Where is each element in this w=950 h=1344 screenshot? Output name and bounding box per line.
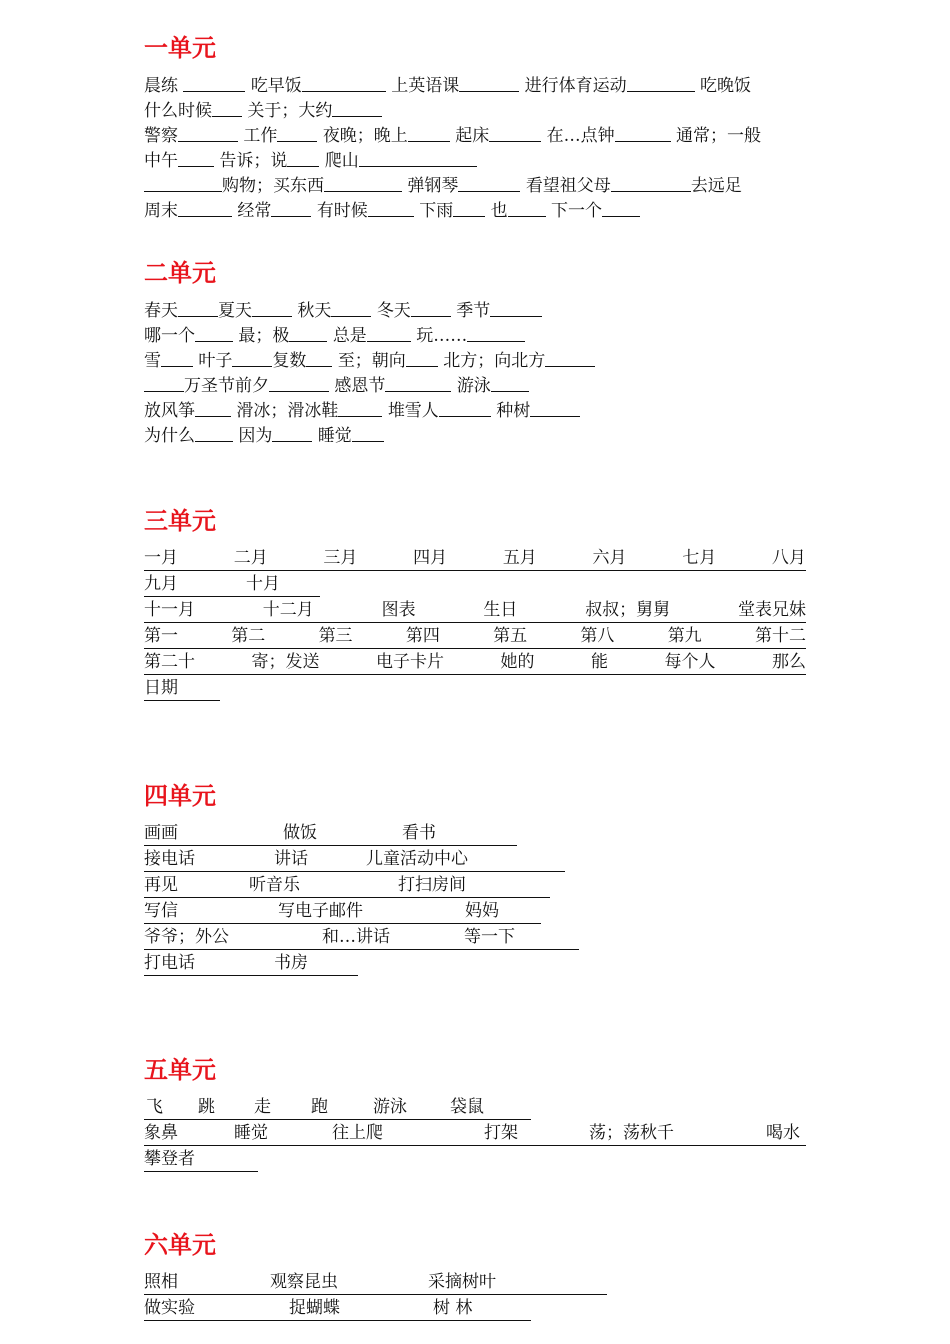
vocab-word: 八月	[771, 548, 806, 568]
answer-blank[interactable]	[602, 199, 640, 217]
unit1-line6	[144, 199, 806, 224]
vocab-word: 种树	[496, 401, 531, 421]
answer-blank[interactable]	[489, 124, 541, 142]
answer-blank[interactable]	[287, 149, 319, 167]
unit5-line1	[144, 1096, 531, 1120]
answer-blank[interactable]	[302, 74, 386, 92]
vocab-word: 图表	[381, 600, 416, 620]
vocab-word: 冬天	[376, 301, 411, 321]
vocab-word: 照相	[144, 1272, 178, 1292]
vocab-word: 因为	[238, 426, 273, 446]
answer-blank[interactable]	[508, 199, 546, 217]
vocab-word: 九月	[144, 574, 178, 594]
vocab-word: 在…点钟	[546, 126, 615, 146]
vocab-word: 三月	[323, 548, 358, 568]
vocab-word: 再见	[144, 875, 178, 895]
vocab-word: 吃早饭	[250, 76, 302, 96]
vocab-word: 秋天	[297, 301, 332, 321]
answer-blank[interactable]	[453, 199, 485, 217]
answer-blank[interactable]	[332, 99, 382, 117]
unit3-line2	[144, 573, 320, 597]
vocab-word: 关于；大约	[247, 101, 333, 121]
vocab-word: 接电话	[144, 849, 195, 869]
vocab-word: 和…讲话	[322, 927, 390, 947]
vocab-word: 中午	[144, 151, 178, 171]
vocab-word: 观察昆虫	[270, 1272, 338, 1292]
vocab-word: 跳	[198, 1097, 215, 1117]
answer-blank[interactable]	[545, 349, 595, 367]
vocab-word: 万圣节前夕	[184, 376, 269, 396]
vocab-word: 周末	[144, 201, 178, 221]
unit1-line1	[144, 74, 806, 99]
vocab-word: 儿童活动中心	[366, 849, 468, 869]
vocab-word: 看望祖父母	[525, 176, 611, 196]
unit1-section	[144, 34, 806, 224]
vocab-word: 打扫房间	[398, 875, 466, 895]
answer-blank[interactable]	[178, 199, 232, 217]
vocab-word: 睡觉	[317, 426, 352, 446]
vocab-word: 十二月	[262, 600, 314, 620]
vocab-word: 最；极	[238, 326, 290, 346]
answer-blank[interactable]	[306, 349, 332, 367]
unit6-line2	[144, 1297, 531, 1321]
vocab-word: 经常	[237, 201, 272, 221]
unit2-line4	[144, 374, 806, 399]
vocab-word: 第四	[405, 626, 440, 646]
unit2-line2	[144, 324, 806, 349]
vocab-word: 上英语课	[391, 76, 460, 96]
unit3-line4	[144, 625, 806, 649]
vocab-word: 十一月	[144, 600, 195, 620]
vocab-word: 总是	[332, 326, 367, 346]
unit5-title: 五单元	[144, 1055, 216, 1084]
unit5-line3	[144, 1148, 258, 1172]
answer-blank[interactable]	[212, 99, 242, 117]
answer-blank[interactable]	[178, 149, 214, 167]
answer-blank[interactable]	[459, 74, 519, 92]
vocab-word: 采摘树叶	[428, 1272, 496, 1292]
answer-blank[interactable]	[368, 199, 414, 217]
vocab-word: 寄；发送	[251, 652, 320, 672]
vocab-word: 二月	[233, 548, 268, 568]
vocab-word: 下一个	[551, 201, 603, 221]
vocab-word: 袋鼠	[450, 1097, 484, 1117]
answer-blank[interactable]	[352, 424, 384, 442]
answer-blank[interactable]	[458, 174, 520, 192]
vocab-word: 写电子邮件	[278, 901, 363, 921]
unit5-section	[144, 1056, 806, 1174]
answer-blank[interactable]	[491, 374, 529, 392]
vocab-word: 画画	[144, 823, 178, 843]
vocab-word: 做实验	[144, 1298, 195, 1318]
vocab-word: 飞	[146, 1097, 163, 1117]
unit4-line3	[144, 874, 550, 898]
vocab-word: 等一下	[464, 927, 515, 947]
vocab-word: 复数	[272, 351, 307, 371]
answer-blank[interactable]	[439, 399, 491, 417]
vocab-word: 玩……	[416, 326, 468, 346]
unit1-title: 一单元	[144, 33, 216, 62]
vocab-word: 夜晚；晚上	[322, 126, 408, 146]
unit4-line6	[144, 952, 358, 976]
unit3-line3	[144, 599, 806, 623]
unit4-section	[144, 782, 806, 978]
vocab-word: 季节	[456, 301, 491, 321]
vocab-word: 她的	[500, 652, 535, 672]
vocab-word: 能	[591, 652, 608, 672]
vocab-word: 北方；向北方	[443, 351, 546, 371]
answer-blank[interactable]	[289, 324, 327, 342]
answer-blank[interactable]	[490, 299, 542, 317]
vocab-word: 第二十	[144, 652, 195, 672]
answer-blank[interactable]	[615, 124, 671, 142]
vocab-word: 书房	[274, 953, 308, 973]
answer-blank[interactable]	[232, 349, 272, 367]
vocab-word: 吃晚饭	[700, 76, 752, 96]
answer-blank[interactable]	[627, 74, 695, 92]
vocab-word: 往上爬	[332, 1123, 383, 1143]
vocab-word: 叶子	[198, 351, 233, 371]
vocab-word: 做饭	[283, 823, 317, 843]
unit1-line4	[144, 149, 806, 174]
unit2-line1	[144, 299, 806, 324]
answer-blank[interactable]	[467, 324, 525, 342]
unit3-line6	[144, 677, 220, 701]
unit4-line1	[144, 822, 517, 846]
answer-blank[interactable]	[144, 174, 222, 192]
unit2-line6	[144, 424, 806, 449]
answer-blank[interactable]	[178, 124, 238, 142]
vocab-word: 雪	[144, 351, 161, 371]
unit2-line5	[144, 399, 806, 424]
vocab-word: 第十二	[754, 626, 806, 646]
vocab-word: 第二	[231, 626, 266, 646]
unit3-title: 三单元	[144, 506, 216, 535]
unit4-title: 四单元	[144, 781, 216, 810]
vocab-word: 看书	[402, 823, 436, 843]
answer-blank[interactable]	[385, 374, 451, 392]
vocab-word: 树 林	[433, 1298, 473, 1318]
vocab-word: 第三	[318, 626, 353, 646]
vocab-word: 堆雪人	[387, 401, 439, 421]
vocab-word: 第一	[144, 626, 178, 646]
vocab-word: 日期	[144, 678, 178, 698]
answer-blank[interactable]	[406, 349, 438, 367]
vocab-word: 听音乐	[249, 875, 300, 895]
vocab-word: 去远足	[690, 176, 742, 196]
vocab-word: 有时候	[316, 201, 368, 221]
vocab-word: 七月	[682, 548, 717, 568]
vocab-word: 六月	[592, 548, 627, 568]
unit4-line2	[144, 848, 565, 872]
vocab-word: 四月	[413, 548, 448, 568]
vocab-word: 十月	[246, 574, 280, 594]
unit4-line5	[144, 926, 579, 950]
unit6-section	[144, 1231, 806, 1323]
answer-blank[interactable]	[338, 399, 382, 417]
unit2-section	[144, 259, 806, 449]
vocab-word: 走	[254, 1097, 271, 1117]
vocab-word: 通常；一般	[676, 126, 762, 146]
vocab-word: 感恩节	[334, 376, 386, 396]
unit1-line2	[144, 99, 806, 124]
answer-blank[interactable]	[183, 74, 245, 92]
answer-blank[interactable]	[331, 299, 371, 317]
unit1-line5	[144, 174, 806, 199]
vocab-word: 滑冰；滑冰鞋	[236, 401, 339, 421]
vocab-word: 跑	[311, 1097, 328, 1117]
vocab-word: 购物；买东西	[222, 176, 324, 196]
unit2-line3	[144, 349, 806, 374]
unit4-line4	[144, 900, 541, 924]
answer-blank[interactable]	[269, 374, 329, 392]
vocab-word: 捉蝴蝶	[289, 1298, 340, 1318]
answer-blank[interactable]	[324, 174, 402, 192]
vocab-word: 睡觉	[234, 1123, 268, 1143]
answer-blank[interactable]	[195, 324, 233, 342]
vocab-word: 那么	[772, 652, 806, 672]
answer-blank[interactable]	[530, 399, 580, 417]
vocab-word: 告诉；说	[219, 151, 288, 171]
vocab-word: 每个人	[664, 652, 716, 672]
vocab-word: 哪一个	[144, 326, 195, 346]
answer-blank[interactable]	[252, 299, 292, 317]
vocab-word: 警察	[144, 126, 178, 146]
vocab-word: 爷爷；外公	[144, 927, 229, 947]
vocab-word: 妈妈	[465, 901, 499, 921]
vocab-word: 起床	[455, 126, 490, 146]
vocab-word: 春天	[144, 301, 178, 321]
answer-blank[interactable]	[367, 324, 411, 342]
unit2-title: 二单元	[144, 258, 216, 287]
answer-blank[interactable]	[408, 124, 450, 142]
vocab-word: 荡；荡秋千	[589, 1123, 674, 1143]
vocab-word: 放风筝	[144, 401, 195, 421]
vocab-word: 第五	[493, 626, 528, 646]
answer-blank[interactable]	[195, 424, 233, 442]
unit6-line1	[144, 1271, 607, 1295]
vocab-word: 打电话	[144, 953, 195, 973]
vocab-word: 电子卡片	[376, 652, 444, 672]
vocab-word: 象鼻	[144, 1123, 178, 1143]
vocab-word: 生日	[483, 600, 518, 620]
answer-blank[interactable]	[178, 299, 218, 317]
unit3-line5	[144, 651, 806, 675]
vocab-word: 堂表兄妹	[737, 600, 806, 620]
vocab-word: 工作	[243, 126, 278, 146]
answer-blank[interactable]	[271, 199, 311, 217]
vocab-word: 夏天	[218, 301, 252, 321]
answer-blank[interactable]	[611, 174, 691, 192]
vocab-word: 打架	[484, 1123, 518, 1143]
answer-blank[interactable]	[272, 424, 312, 442]
unit3-section	[144, 507, 806, 703]
vocab-word: 弹钢琴	[407, 176, 459, 196]
vocab-word: 讲话	[274, 849, 308, 869]
vocab-word: 游泳	[373, 1097, 407, 1117]
answer-blank[interactable]	[144, 374, 184, 392]
vocab-word: 至；朝向	[337, 351, 406, 371]
vocab-word: 进行体育运动	[524, 76, 627, 96]
unit1-line3	[144, 124, 806, 149]
vocab-word: 为什么	[144, 426, 195, 446]
vocab-word: 第八	[580, 626, 615, 646]
answer-blank[interactable]	[195, 399, 231, 417]
unit6-title: 六单元	[144, 1230, 216, 1259]
answer-blank[interactable]	[161, 349, 193, 367]
vocab-word: 写信	[144, 901, 178, 921]
vocab-word: 叔叔；舅舅	[585, 600, 671, 620]
answer-blank[interactable]	[359, 149, 477, 167]
vocab-word: 攀登者	[144, 1149, 195, 1169]
vocab-word: 喝水	[766, 1123, 800, 1143]
vocab-word: 爬山	[324, 151, 359, 171]
vocab-word: 第九	[667, 626, 702, 646]
vocab-word: 晨练	[144, 76, 178, 96]
answer-blank[interactable]	[277, 124, 317, 142]
vocab-word: 五月	[502, 548, 537, 568]
vocab-word: 也	[490, 201, 508, 221]
unit3-line1	[144, 547, 806, 571]
vocab-word: 一月	[144, 548, 178, 568]
vocab-word: 什么时候	[144, 101, 212, 121]
vocab-word: 下雨	[419, 201, 454, 221]
answer-blank[interactable]	[411, 299, 451, 317]
unit5-line2	[144, 1122, 806, 1146]
vocab-word: 游泳	[456, 376, 491, 396]
